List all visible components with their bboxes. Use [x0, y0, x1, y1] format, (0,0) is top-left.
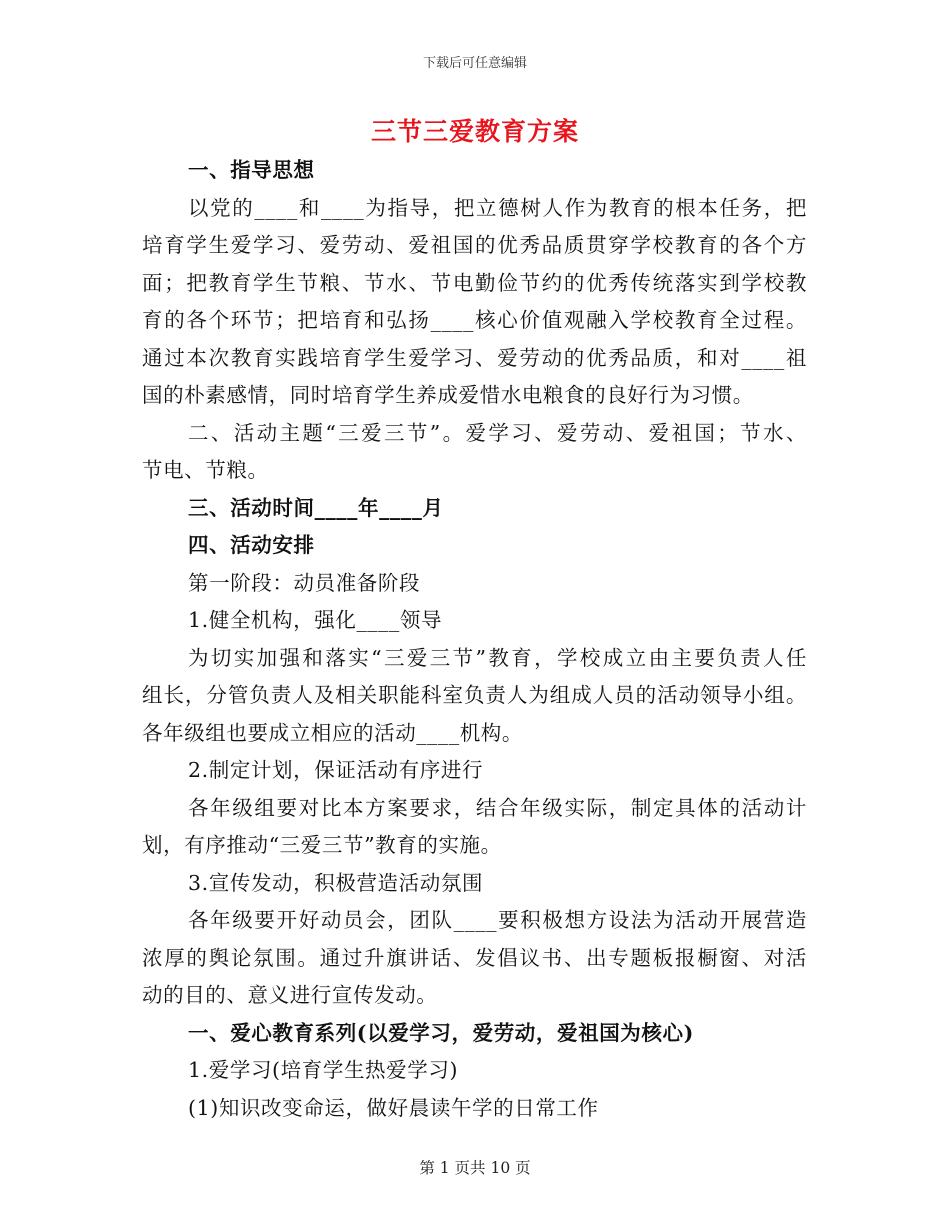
body-text-line: 2.制定计划，保证活动有序进行	[188, 758, 484, 782]
body-text-line: 1.健全机构，强化____领导	[188, 608, 443, 632]
body-text-line: 节电、节粮。	[142, 458, 269, 482]
section-heading: 一、指导思想	[188, 158, 315, 182]
body-text-line: 为切实加强和落实“三爱三节”教育，学校成立由主要负责人任	[188, 645, 807, 670]
body-text-line: 浓厚的舆论氛围。通过升旗讲话、发倡议书、出专题板报橱窗、对活	[142, 945, 807, 970]
body-text-line: 3.宣传发动，积极营造活动氛围	[188, 870, 484, 895]
section-heading: 三、活动时间____年____月	[188, 495, 444, 520]
body-text-line: 国的朴素感情，同时培育学生养成爱惜水电粮食的良好行为习惯。	[142, 383, 754, 407]
document-body	[142, 152, 807, 1127]
body-text-line: 第一阶段：动员准备阶段	[188, 570, 421, 595]
body-text-line: 各年级组也要成立相应的活动____机构。	[142, 720, 523, 745]
page-number: 第 1 页共 10 页	[419, 1159, 531, 1177]
body-text-line: 划，有序推动“三爱三节”教育的实施。	[142, 833, 502, 857]
body-text-line: 通过本次教育实践培育学生爱学习、爱劳动的优秀品质，和对____祖	[142, 345, 807, 370]
body-text-line: 各年级要开好动员会，团队____要积极想方设法为活动开展营造	[188, 908, 807, 932]
body-text-line: 组长，分管负责人及相关职能科室负责人为组成人员的活动领导小组。	[142, 683, 807, 707]
document-title: 三节三爱教育方案	[370, 117, 579, 146]
section-heading: 四、活动安排	[188, 533, 315, 557]
section-heading: 一、爱心教育系列(以爱学习，爱劳动，爱祖国为核心)	[188, 1020, 694, 1045]
body-text-line: 以党的____和____为指导，把立德树人作为教育的根本任务，把	[188, 195, 807, 220]
body-text-line: 培育学生爱学习、爱劳动、爱祖国的优秀品质贯穿学校教育的各个方	[142, 233, 807, 257]
body-text-line: 各年级组要对比本方案要求，结合年级实际，制定具体的活动计	[188, 795, 807, 820]
body-text-line: 育的各个环节；把培育和弘扬____核心价值观融入学校教育全过程。	[142, 308, 807, 332]
header-note: 下载后可任意编辑	[422, 56, 527, 71]
body-text-line: (1)知识改变命运，做好晨读午学的日常工作	[188, 1095, 599, 1120]
body-text-line: 动的目的、意义进行宣传发动。	[142, 983, 438, 1007]
body-text-line: 1.爱学习(培育学生热爱学习)	[188, 1058, 459, 1082]
body-text-line: 二、活动主题“三爱三节”。爱学习、爱劳动、爱祖国；节水、	[188, 420, 807, 445]
body-text-line: 面；把教育学生节粮、节水、节电勤俭节约的优秀传统落实到学校教	[142, 270, 807, 295]
